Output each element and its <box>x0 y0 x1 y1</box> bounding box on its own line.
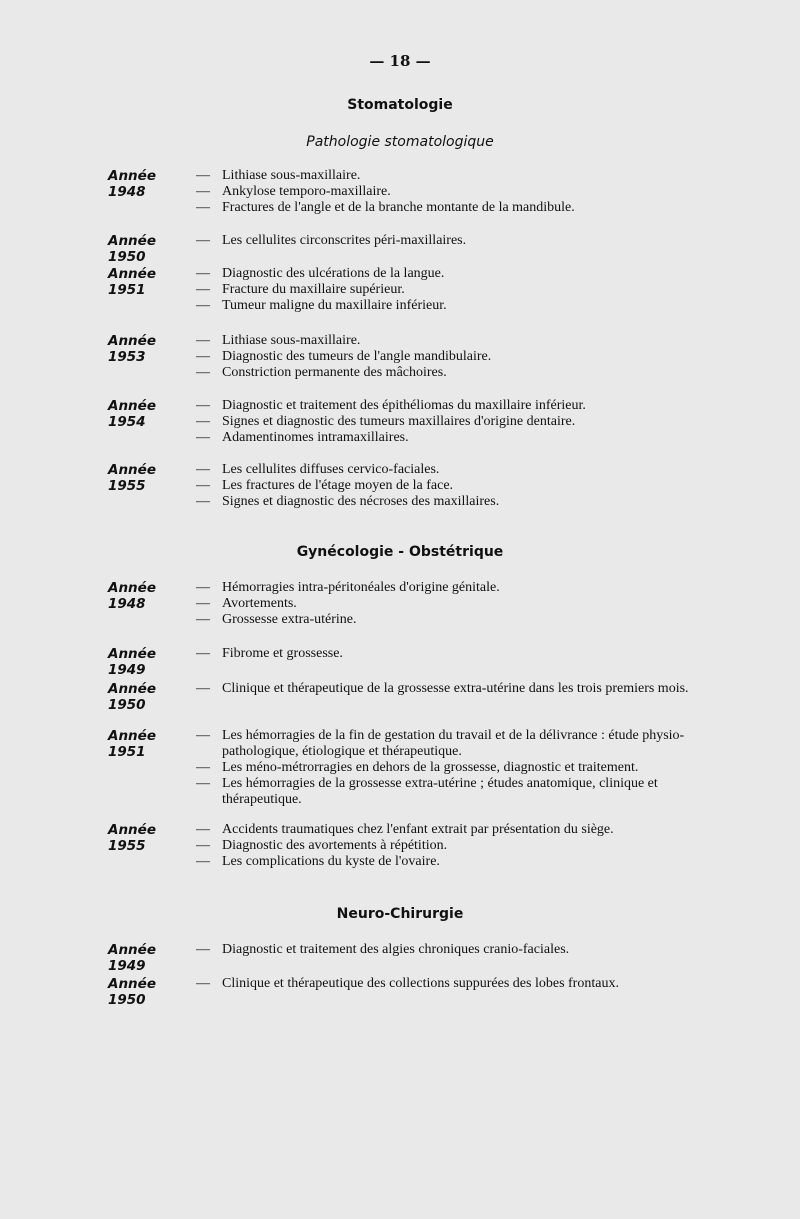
section-subtitle: Pathologie stomatologique <box>306 134 494 150</box>
list-item: — Accidents traumatiques chez l'enfant extrait par présentation du siège. <box>196 822 614 837</box>
section-title-stomatologie: Stomatologie <box>347 97 453 113</box>
list-item: — Clinique et thérapeutique des collections suppurées des lobes frontaux. <box>196 976 619 991</box>
list-item: — Les hémorragies de la fin de gestation du travail et de la délivrance : étude physio-pathologique, étiologique et thérapeutique. <box>196 728 685 759</box>
list-item: — Avortements. <box>196 596 297 611</box>
list-item: — Fractures de l'angle et de la branche montante de la mandibule. <box>196 200 575 215</box>
entry-year: Année 1950 <box>108 976 156 1008</box>
list-item: — Lithiase sous-maxillaire. <box>196 333 361 348</box>
list-item: — Ankylose temporo-maxillaire. <box>196 184 391 199</box>
list-item: — Fracture du maxillaire supérieur. <box>196 282 405 297</box>
list-item: — Diagnostic des tumeurs de l'angle mandibulaire. <box>196 349 492 364</box>
list-item: — Diagnostic et traitement des épithéliomas du maxillaire inférieur. <box>196 398 586 413</box>
list-item: — Signes et diagnostic des tumeurs maxillaires d'origine dentaire. <box>196 414 576 429</box>
entry-year: Année 1954 <box>108 398 156 430</box>
list-item: — Adamentinomes intramaxillaires. <box>196 430 409 445</box>
list-item: — Lithiase sous-maxillaire. <box>196 168 361 183</box>
list-item: — Tumeur maligne du maxillaire inférieur. <box>196 298 447 313</box>
entry-year: Année 1951 <box>108 266 156 298</box>
list-item: — Les fractures de l'étage moyen de la face. <box>196 478 454 493</box>
entry-year: Année 1955 <box>108 822 156 854</box>
page-number: — 18 — <box>369 52 431 70</box>
list-item: — Les méno-métrorragies en dehors de la grossesse, diagnostic et traitement. <box>196 760 639 775</box>
entry-year: Année 1950 <box>108 681 156 713</box>
section-title-neuro-chirurgie: Neuro-Chirurgie <box>336 906 464 922</box>
section-title-gynecologie: Gynécologie - Obstétrique <box>296 544 504 560</box>
list-item: — Diagnostic des ulcérations de la langue. <box>196 266 445 281</box>
list-item: — Clinique et thérapeutique de la grossesse extra-utérine dans les trois premiers mois. <box>196 681 689 696</box>
list-item: — Les complications du kyste de l'ovaire. <box>196 854 440 869</box>
list-item: — Diagnostic des avortements à répétition. <box>196 838 448 853</box>
entry-year: Année 1949 <box>108 942 156 974</box>
entry-year: Année 1948 <box>108 168 156 200</box>
list-item: — Les cellulites circonscrites péri-maxillaires. <box>196 233 467 248</box>
entry-year: Année 1948 <box>108 580 156 612</box>
entry-year: Année 1955 <box>108 462 156 494</box>
list-item: — Constriction permanente des mâchoires. <box>196 365 447 380</box>
list-item: — Grossesse extra-utérine. <box>196 612 357 627</box>
entry-year: Année 1950 <box>108 233 156 265</box>
list-item: — Hémorragies intra-péritonéales d'origine génitale. <box>196 580 500 595</box>
list-item: — Fibrome et grossesse. <box>196 646 343 661</box>
list-item: — Signes et diagnostic des nécroses des maxillaires. <box>196 494 500 509</box>
entry-year: Année 1951 <box>108 728 156 760</box>
entry-year: Année 1953 <box>108 333 156 365</box>
entry-year: Année 1949 <box>108 646 156 678</box>
list-item: — Les cellulites diffuses cervico-faciales. <box>196 462 440 477</box>
list-item: — Diagnostic et traitement des algies chroniques cranio-faciales. <box>196 942 570 957</box>
list-item: — Les hémorragies de la grossesse extra-utérine ; études anatomique, clinique et thérapeutique. <box>196 776 658 807</box>
